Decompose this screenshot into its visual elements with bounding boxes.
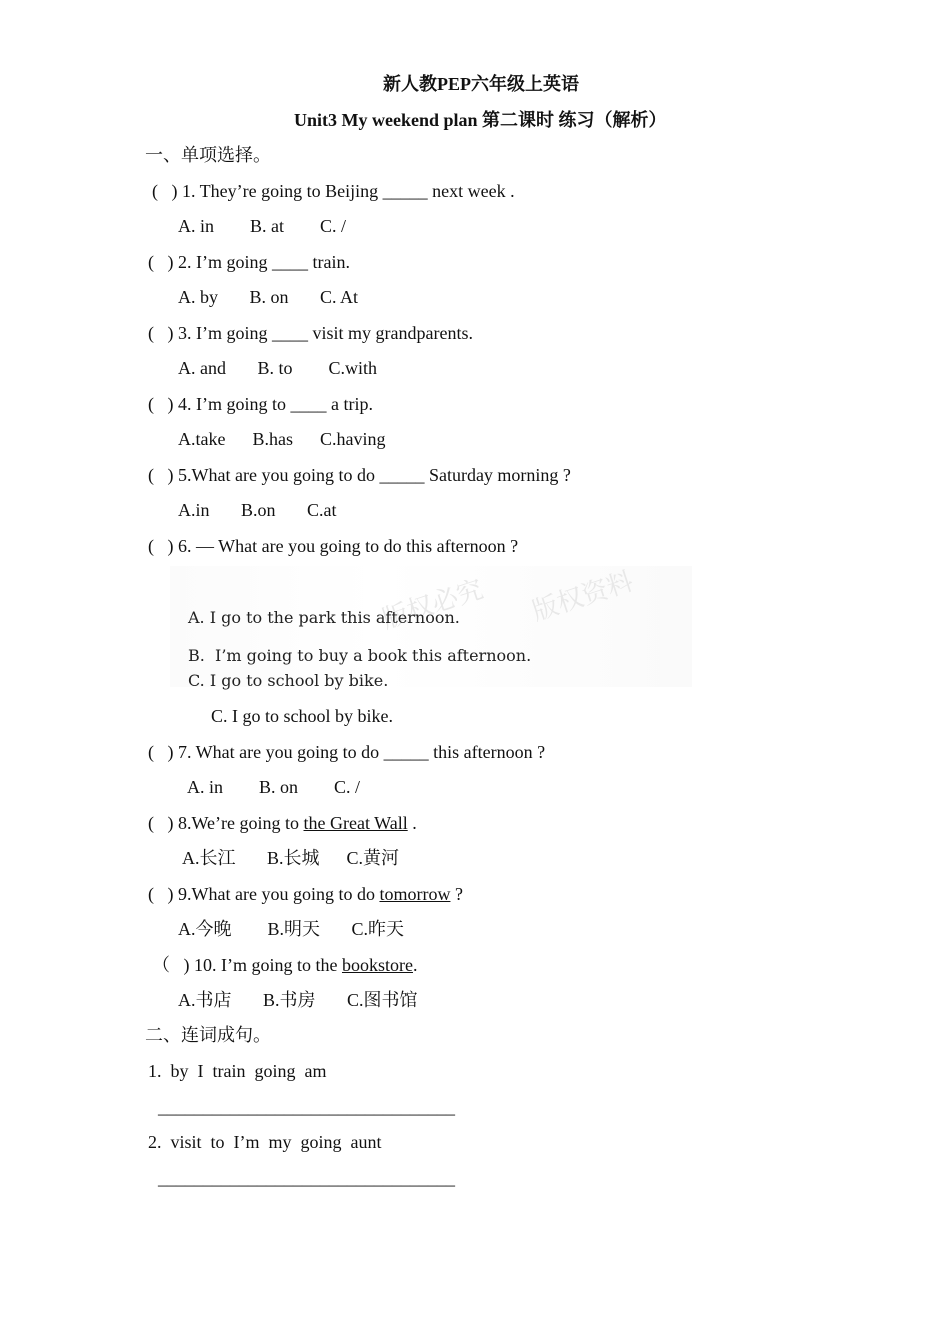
section1-heading: 一、单项选择。 (145, 145, 271, 165)
question-4: ( ) 4. I’m going to ____ a trip. (148, 394, 373, 414)
question-5: ( ) 5.What are you going to do _____ Saturday morning ? (148, 465, 571, 485)
question-7: ( ) 7. What are you going to do _____ this afternoon ? (148, 742, 546, 762)
question-6-image (170, 566, 692, 690)
question-2: ( ) 2. I’m going ____ train. (148, 252, 350, 272)
question-8-options: A.长江 B.长城 C.黄河 (182, 848, 400, 868)
question-3-options: A. and B. to C.with (178, 358, 378, 378)
sentence-1: 1. by I train going am (148, 1061, 327, 1081)
question-9: ( ) 9.What are you going to do tomorrow ? (148, 884, 463, 904)
answer-blank-1: _________________________________ (158, 1097, 455, 1117)
section2-heading: 二、连词成句。 (145, 1025, 271, 1045)
image-option-a: A. I go to the park this afternoon. (188, 608, 460, 627)
watermark-text: 版权资料 (528, 566, 637, 628)
question-2-options: A. by B. on C. At (178, 287, 359, 307)
question-1-options: A. in B. at C. / (178, 216, 347, 236)
underlined-phrase: the Great Wall (303, 813, 408, 833)
question-9-options: A.今晚 B.明天 C.昨天 (178, 919, 405, 939)
question-10-options: A.书店 B.书房 C.图书馆 (178, 990, 418, 1010)
question-1: ( ) 1. They’re going to Beijing _____ next week . (152, 181, 515, 201)
underlined-phrase: bookstore (341, 955, 413, 975)
question-4-options: A.take B.has C.having (178, 429, 386, 449)
question-3: ( ) 3. I’m going ____ visit my grandparents. (148, 323, 473, 343)
image-option-c-cut: C. I go to school by bike. (188, 671, 389, 690)
sentence-2: 2. visit to I’m my going aunt (148, 1132, 382, 1152)
underlined-phrase: tomorrow (379, 884, 451, 904)
answer-blank-2: _________________________________ (158, 1168, 455, 1188)
question-5-options: A.in B.on C.at (178, 500, 337, 520)
watermark-text: 版权必究 (378, 574, 487, 636)
question-10: （ ) 10. I’m going to the bookstore. (152, 955, 418, 975)
question-7-options: A. in B. on C. / (187, 777, 361, 797)
question-6-option-c: C. I go to school by bike. (211, 706, 393, 726)
question-8: ( ) 8.We’re going to the Great Wall . (148, 813, 417, 833)
doc-title: 新人教PEP六年级上英语 (383, 74, 579, 94)
doc-subtitle: Unit3 My weekend plan 第二课时 练习（解析） (294, 110, 667, 130)
question-6: ( ) 6. — What are you going to do this afternoon ? (148, 536, 519, 556)
image-option-b: B. I’m going to buy a book this afternoon. (188, 646, 532, 665)
